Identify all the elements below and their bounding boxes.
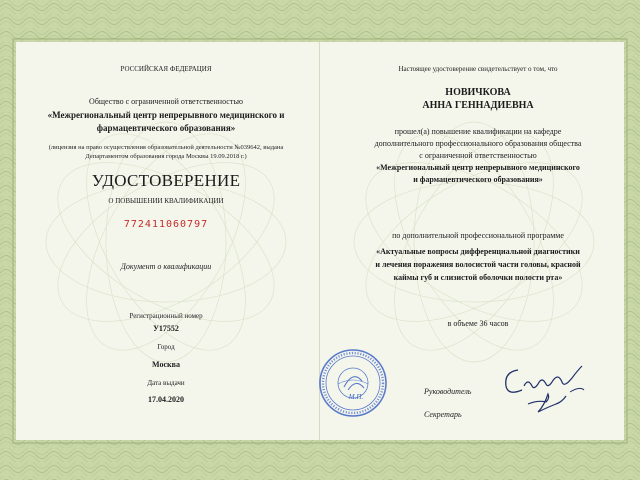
secretary-label: Секретарь [424,410,462,419]
license-line-2: Департаментом образования города Москвы 19.09.2018 г.) [85,153,247,160]
issue-date-label: Дата выдачи [147,379,185,387]
org-type: Общество с ограниченной ответственностью [89,97,243,106]
official-seal [318,348,388,418]
training-line-2: дополнительного профессионального образования общества [374,139,582,148]
intro-text: Настоящее удостоверение свидетельствует о том, что [398,65,558,73]
head-label: Руководитель [424,387,472,396]
recipient-name: АННА ГЕННАДИЕВНА [422,100,534,111]
document-subtitle: О ПОВЫШЕНИИ КВАЛИФИКАЦИИ [108,197,224,205]
program-title-line-2: и лечения поражения волосистой части головы, красной [375,260,581,269]
program-title-line-1: «Актуальные вопросы дифференциальной диагностики [376,247,580,256]
document-title: УДОСТОВЕРЕНИЕ [91,171,241,190]
training-org-line-2: и фармацевтического образования» [413,175,543,184]
signature [498,360,590,416]
recipient-surname: НОВИЧКОВА [445,87,511,98]
license-line-1: (лицензия на право осуществления образовательной деятельности №039642, выдана [48,144,284,151]
registration-label: Регистрационный номер [129,312,203,320]
city-value: Москва [152,360,180,369]
issue-date-value: 17.04.2020 [148,395,184,404]
org-name-line-2: фармацевтического образования» [96,123,236,133]
seal-mark: М.П. [348,393,364,401]
serial-number: 772411060797 [123,219,209,230]
course-hours: в объеме 36 часов [447,319,509,328]
training-line-3: с ограниченной ответственностью [419,151,537,160]
training-line-1: прошел(а) повышение квалификации на кафедре [394,127,562,136]
country-label: РОССИЙСКАЯ ФЕДЕРАЦИЯ [120,65,212,73]
city-label: Город [157,343,175,351]
program-title-line-3: каймы губ и слизистой оболочки полости рта» [393,273,563,282]
org-name-line-1: «Межрегиональный центр непрерывного медицинского и [47,110,285,120]
program-intro: по дополнительной профессиональной программе [392,231,564,240]
training-org-line-1: «Межрегиональный центр непрерывного медицинского [376,163,580,172]
registration-number: У17552 [153,324,179,333]
document-type: Документ о квалификации [120,262,212,271]
